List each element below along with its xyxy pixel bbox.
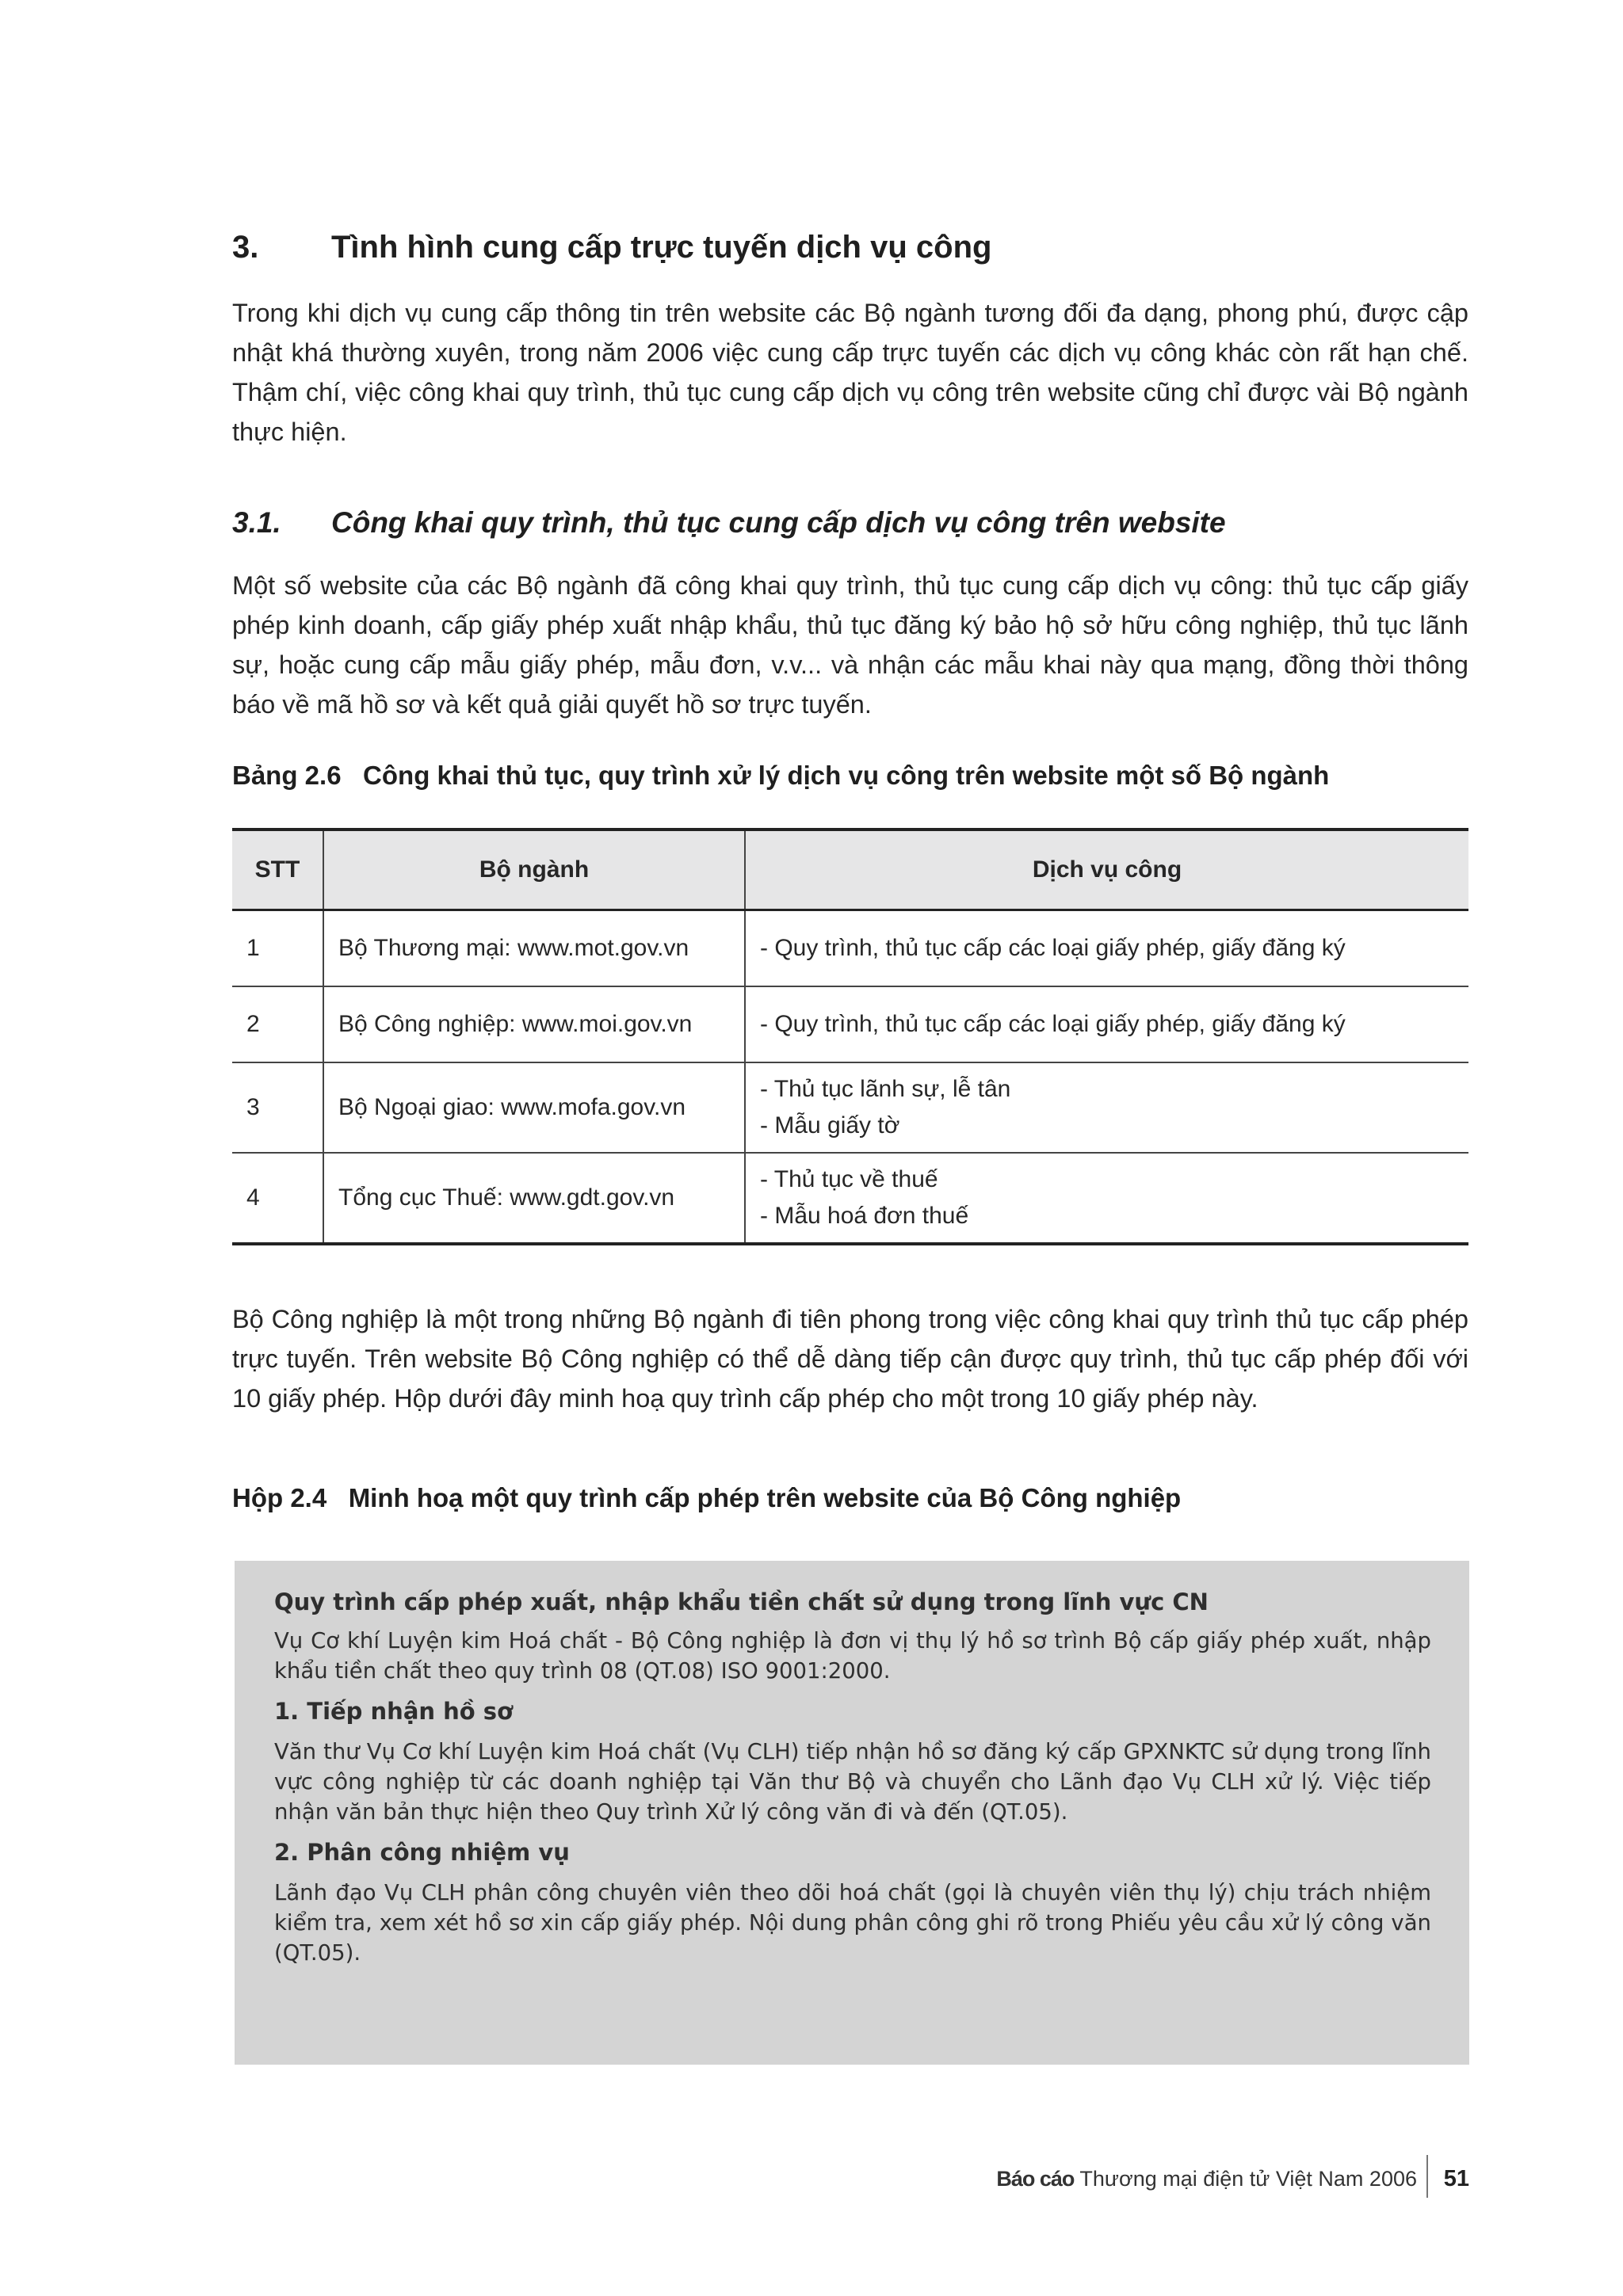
services-table — [232, 828, 1468, 1245]
cell-ministry: Bộ Công nghiệp: www.moi.gov.vn — [323, 986, 745, 1062]
section-intro-paragraph: Trong khi dịch vụ cung cấp thông tin trên website các Bộ ngành tương đối đa dạng, phong phú, được cập nhật khá thường xuyên, trong năm 2006 việc cung cấp trực tuyến các dịch vụ công khác còn rất hạn chế. Thậm chí, việc công khai quy trình, thủ tục cung cấp dịch vụ công trên website cũng chỉ được vài Bộ ngành thực hiện. — [232, 299, 1468, 446]
box-title: Quy trình cấp phép xuất, nhập khẩu tiền chất sử dụng trong lĩnh vực CN — [274, 1589, 1209, 1615]
section-number: 3. — [232, 230, 259, 265]
cell-stt: 4 — [232, 1153, 323, 1244]
cell-services — [745, 986, 1468, 1062]
after-table-paragraph: Bộ Công nghiệp là một trong những Bộ ngành đi tiên phong trong việc công khai quy trình thủ tục cấp phép trực tuyến. Trên website Bộ Công nghiệp có thể dễ dàng tiếp cận được quy trình, thủ tục cấp phép đối với 10 giấy phép. Hộp dưới đây minh hoạ quy trình cấp phép cho một trong 10 giấy phép này. — [232, 1305, 1468, 1413]
illustration-box — [235, 1561, 1469, 2065]
service-item: - Thủ tục lãnh sự, lễ tân — [760, 1076, 1011, 1102]
service-item: - Thủ tục về thuế — [760, 1166, 938, 1192]
header-services: Dịch vụ công — [745, 830, 1468, 910]
step2-title: 2. Phân công nhiệm vụ — [274, 1839, 570, 1866]
cell-ministry: Bộ Thương mại: www.mot.gov.vn — [323, 910, 745, 987]
cell-stt: 3 — [232, 1062, 323, 1153]
cell-services — [745, 1062, 1468, 1153]
illustration-box-content — [274, 1586, 1431, 1978]
header-ministry: Bộ ngành — [323, 830, 745, 910]
cell-ministry: Bộ Ngoại giao: www.mofa.gov.vn — [323, 1062, 745, 1153]
box-caption: Hộp 2.4 Minh hoạ một quy trình cấp phép trên website của Bộ Công nghiệp — [232, 1483, 1182, 1512]
service-item: - Mẫu hoá đơn thuế — [760, 1203, 969, 1229]
table-row — [232, 910, 1468, 987]
header-stt: STT — [232, 830, 323, 910]
table-row — [232, 986, 1468, 1062]
service-item: - Mẫu giấy tờ — [760, 1112, 900, 1138]
subsection-paragraph: Một số website của các Bộ ngành đã công khai quy trình, thủ tục cung cấp dịch vụ công: thủ tục cấp giấy phép kinh doanh, cấp giấy phép xuất nhập khẩu, thủ tục đăng ký bảo hộ sở hữu công nghiệp, thủ tục lãnh sự, hoặc cung cấp mẫu giấy phép, mẫu đơn, v.v... và nhận các mẫu khai này qua mạng, đồng thời thông báo về mã hồ sơ và kết quả giải quyết hồ sơ trực tuyến. — [232, 571, 1468, 719]
footer-report-title — [996, 2164, 1417, 2193]
service-item: - Quy trình, thủ tục cấp các loại giấy phép, giấy đăng ký — [760, 935, 1346, 961]
cell-stt: 2 — [232, 986, 323, 1062]
footer-divider — [1426, 2155, 1428, 2198]
footer-report-label: Báo cáo — [996, 2167, 1075, 2191]
table-row — [232, 1153, 1468, 1244]
step2-text: Lãnh đạo Vụ CLH phân công chuyên viên theo dõi hoá chất (gọi là chuyên viên thụ lý) chịu trách nhiệm kiểm tra, xem xét hồ sơ xin cấp giấy phép. Nội dung phân công ghi rõ trong Phiếu yêu cầu xử lý công văn (QT.05). — [274, 1880, 1431, 1966]
subsection-number: 3.1. — [232, 506, 281, 539]
page-footer — [951, 2155, 1469, 2203]
service-item: - Quy trình, thủ tục cấp các loại giấy phép, giấy đăng ký — [760, 1011, 1346, 1037]
table-caption: Bảng 2.6 Công khai thủ tục, quy trình xử lý dịch vụ công trên website một số Bộ ngành — [232, 761, 1330, 790]
cell-ministry: Tổng cục Thuế: www.gdt.gov.vn — [323, 1153, 745, 1244]
step1-title: 1. Tiếp nhận hồ sơ — [274, 1698, 513, 1725]
box-intro: Vụ Cơ khí Luyện kim Hoá chất - Bộ Công nghiệp là đơn vị thụ lý hồ sơ trình Bộ cấp giấy phép xuất, nhập khẩu tiền chất theo quy trình 08 (QT.08) ISO 9001:2000. — [274, 1628, 1431, 1684]
step1-text: Văn thư Vụ Cơ khí Luyện kim Hoá chất (Vụ CLH) tiếp nhận hồ sơ đăng ký cấp GPXNKTC sử dụng trong lĩnh vực công nghiệp từ các doanh nghiệp tại Văn thư Bộ và chuyển cho Lãnh đạo Vụ CLH xử lý. Việc tiếp nhận văn bản thực hiện theo Quy trình Xử lý công văn đi và đến (QT.05). — [274, 1739, 1431, 1825]
cell-services — [745, 1153, 1468, 1244]
table-header-row — [232, 830, 1468, 910]
page-number: 51 — [1443, 2166, 1469, 2191]
section-heading — [232, 223, 1468, 271]
subsection-heading — [232, 501, 1468, 545]
subsection-title: Công khai quy trình, thủ tục cung cấp dịch vụ công trên website — [331, 506, 1226, 539]
cell-stt: 1 — [232, 910, 323, 987]
table-row — [232, 1062, 1468, 1153]
cell-services — [745, 910, 1468, 987]
section-title: Tình hình cung cấp trực tuyến dịch vụ công — [331, 230, 992, 265]
footer-report-name: Thương mại điện tử Việt Nam 2006 — [1079, 2167, 1417, 2191]
